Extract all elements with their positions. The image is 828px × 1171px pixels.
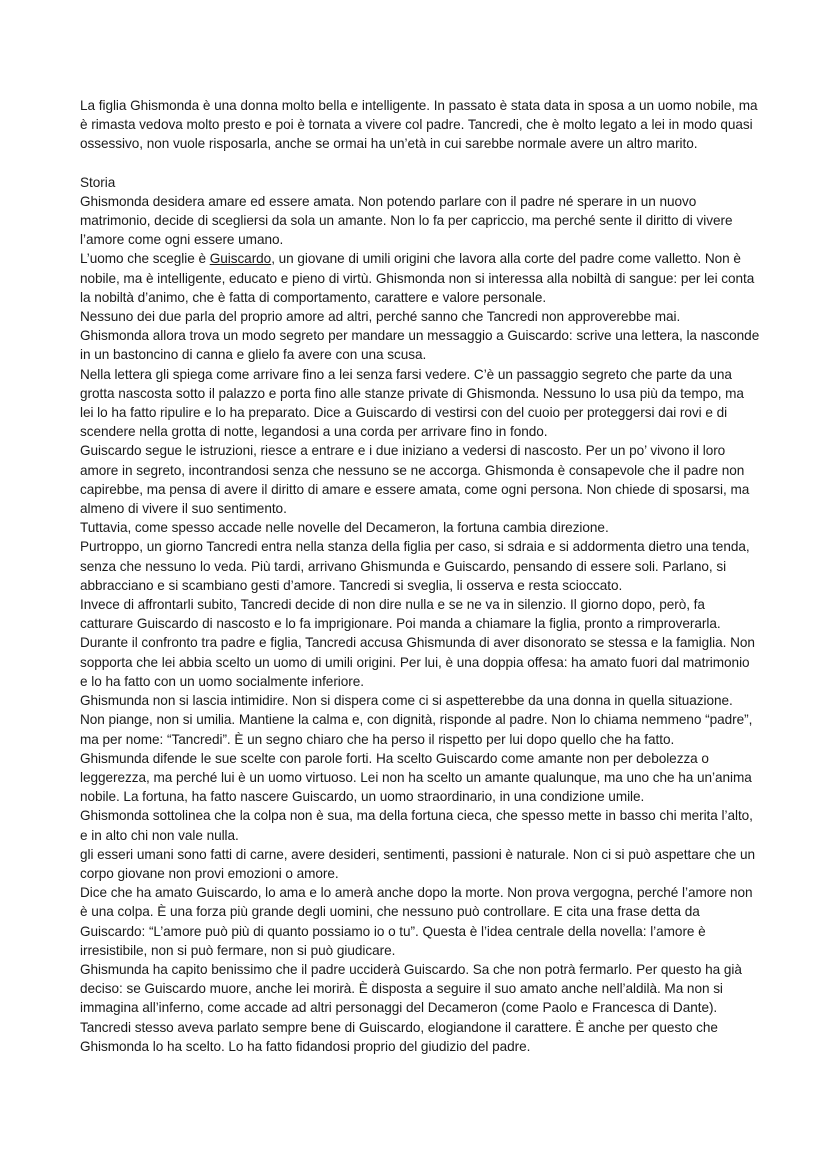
paragraph-12: Ghismunda difende le sue scelte con parole forti. Ha scelto Guiscardo come amante non per debolezza o leggerezza, ma perché lui è un uomo virtuoso. Lei non ha scelto un amante qualunque, ma uno che ha un’anima nobile. La fortuna, ha fatto nascere Guiscardo, un uomo straordinario, in una condizione umile.: [80, 750, 752, 805]
paragraph-17: Tancredi stesso aveva parlato sempre bene di Guiscardo, elogiandone il carattere. È anche per questo che Ghismonda lo ha scelto. Lo ha fatto fidandosi proprio del giudizio del padre.: [80, 1019, 718, 1054]
guiscardo-underlined-name: Guiscardo: [209, 251, 272, 267]
paragraph-15: Dice che ha amato Guiscardo, lo ama e lo amerà anche dopo la morte. Non prova vergogna, perché l’amore non è una colpa. È una forza più grande degli uomini, che nessuno può controllare. E cita una frase detta da Guiscardo: “L’amore può più di quanto possiamo io o tu”. Questa è l’idea centrale della novella: l’amore è irresistibile, non si può fermare, non si può giudicare.: [80, 885, 753, 958]
paragraph-13: Ghismonda sottolinea che la colpa non è sua, ma della fortuna cieca, che spesso mette in basso chi merita l’alto, e in alto chi non vale nulla.: [80, 808, 753, 843]
paragraph-3: Nessuno dei due parla del proprio amore ad altri, perché sanno che Tancredi non approverebbe mai.: [80, 309, 681, 325]
document-page: [80, 96, 760, 1056]
paragraph-2-start: L’uomo che sceglie è: [80, 251, 210, 267]
paragraph-11: Ghismunda non si lascia intimidire. Non si dispera come ci si aspetterebbe da una donna in quella situazione. Non piange, non si umilia. Mantiene la calma e, con dignità, risponde al padre. Non lo chiama nemmeno “padre”, ma per nome: “Tancredi”. È un segno chiaro che ha perso il rispetto per lui dopo quello che ha fatto.: [80, 693, 753, 747]
paragraph-5: Nella lettera gli spiega come arrivare fino a lei senza farsi vedere. C’è un passaggio segreto che parte da una grotta nascosta sotto il palazzo e porta fino alle stanze private di Ghismonda. Nessuno lo usa più da tempo, ma lei lo ha fatto ripulire e lo ha preparato. Dice a Guiscardo di vestirsi con del cuoio per proteggersi dai rovi e di scendere nella grotta di notte, legandosi a una corda per arrivare fino in fondo.: [80, 366, 744, 440]
paragraph-9: Invece di affrontarli subito, Tancredi decide di non dire nulla e se ne va in silenzio. Il giorno dopo, però, fa catturare Guiscardo di nascosto e lo fa imprigionare. Poi manda a chiamare la figlia, pronto a rimproverarla.: [80, 597, 721, 632]
paragraph-2-end: , un giovane di umili origini che lavora alla corte del padre come valletto. Non è nobile, ma è intelligente, educato e pieno di virtù. Ghismonda non si interessa alla nobiltà di sangue: per lei conta la nobiltà d’animo, che è fatta di comportamento, carattere e valore personale.: [80, 251, 755, 305]
paragraph-1: Ghismonda desidera amare ed essere amata. Non potendo parlare con il padre né sperare in un nuovo matrimonio, decide di scegliersi da sola un amante. Non lo fa per capriccio, ma perché sente il diritto di vivere l’amore come ogni essere umano.: [80, 193, 733, 248]
paragraph-6: Guiscardo segue le istruzioni, riesce a entrare e i due iniziano a vedersi di nascosto. Per un po’ vivono il loro amore in segreto, incontrandosi senza che nessuno se ne accorga. Ghismonda è consapevole che il padre non capirebbe, ma pensa di avere il diritto di amare e essere amata, come ogni persona. Non chiede di sposarsi, ma almeno di vivere il suo sentimento.: [80, 443, 750, 517]
paragraph-14: gli esseri umani sono fatti di carne, avere desideri, sentimenti, passioni è naturale. Non ci si può aspettare che un corpo giovane non provi emozioni o amore.: [80, 846, 755, 881]
paragraph-8: Purtroppo, un giorno Tancredi entra nella stanza della figlia per caso, si sdraia e si addormenta dietro una tenda, senza che nessuno lo veda. Più tardi, arrivano Ghismunda e Guiscardo, pensando di essere soli. Parlano, si abbracciano e si scambiano gesti d’amore. Tancredi si sveglia, li osserva e resta scioccato.: [80, 539, 750, 593]
paragraph-2: [80, 249, 760, 307]
paragraph-7: Tuttavia, come spesso accade nelle novelle del Decameron, la fortuna cambia direzione.: [80, 520, 609, 536]
intro-paragraph: La figlia Ghismonda è una donna molto bella e intelligente. In passato è stata data in sposa a un uomo nobile, ma è rimasta vedova molto presto e poi è tornata a vivere col padre. Tancredi, che è molto legato a lei in modo quasi ossessivo, non vuole risposarla, anche se ormai ha un’età in cui sarebbe normale avere un altro marito.: [80, 98, 758, 152]
paragraph-16: Ghismunda ha capito benissimo che il padre ucciderà Guiscardo. Sa che non potrà fermarlo. Per questo ha già deciso: se Guiscardo muore, anche lei morirà. È disposta a seguire il suo amato anche nell’aldilà. Ma non si immagina all’inferno, come accade ad altri personaggi del Decameron (come Paolo e Francesca di Dante).: [80, 961, 742, 1016]
section-heading: Storia: [80, 174, 116, 190]
paragraph-4: Ghismonda allora trova un modo segreto per mandare un messaggio a Guiscardo: scrive una lettera, la nasconde in un bastoncino di canna e glielo fa avere con una scusa.: [80, 328, 760, 363]
paragraph-10: Durante il confronto tra padre e figlia, Tancredi accusa Ghismunda di aver disonorato se stessa e la famiglia. Non sopporta che lei abbia scelto un uomo di umili origini. Per lui, è una doppia offesa: ha amato fuori dal matrimonio e lo ha fatto con un uomo socialmente inferiore.: [80, 635, 755, 689]
